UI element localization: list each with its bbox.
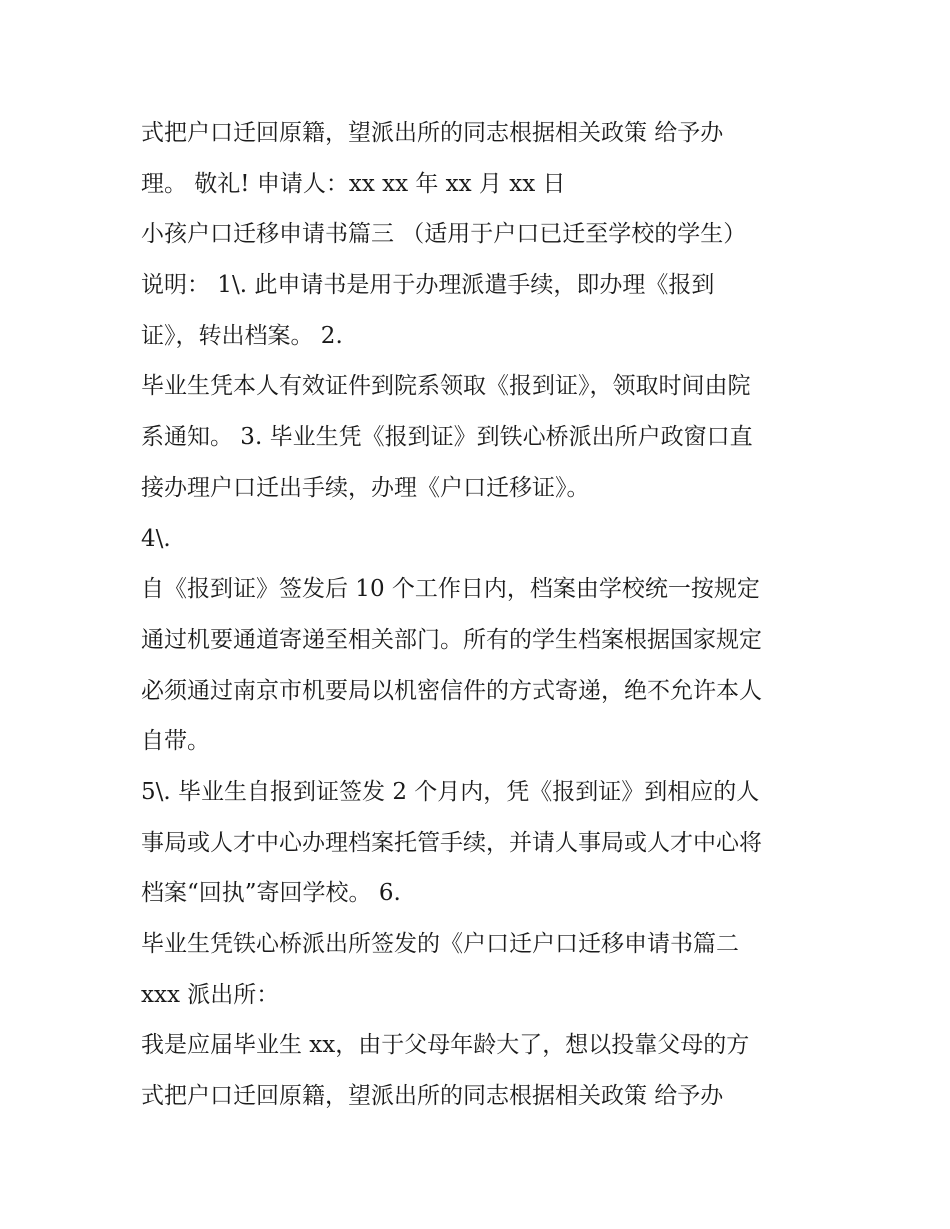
text-line: 说明： 1\. 此申请书是用于办理派遣手续，即办理《报到	[141, 272, 715, 299]
text-line: 系通知。 3. 毕业生凭《报到证》到铁心桥派出所户政窗口直	[141, 424, 753, 451]
text-line: 自《报到证》签发后 10 个工作日内，档案由学校统一按规定	[141, 576, 760, 603]
text-line: xxx 派出所：	[141, 981, 280, 1008]
text-line: 我是应届毕业生 xx，由于父母年龄大了，想以投靠父母的方	[141, 1032, 750, 1059]
text-line: 式把户口迁回原籍，望派出所的同志根据相关政策 给予办	[141, 120, 724, 146]
text-line: 毕业生凭铁心桥派出所签发的《户口迁户口迁移申请书篇二	[141, 931, 739, 957]
text-line: 毕业生凭本人有效证件到院系领取《报到证》，领取时间由院	[141, 373, 751, 400]
text-line: 小孩户口迁移申请书篇三 （适用于户口已迁至学校的学生）	[141, 221, 747, 248]
text-line: 接办理户口迁出手续，办理《户口迁移证》。	[141, 474, 590, 501]
text-line: 4\.	[141, 525, 171, 552]
text-line: 档案“回执”寄回学校。 6.	[141, 880, 401, 907]
text-line: 必须通过南京市机要局以机密信件的方式寄递，绝不允许本人	[141, 677, 762, 704]
text-line: 理。 敬礼! 申请人：xx xx 年 xx 月 xx 日	[141, 170, 566, 197]
text-line: 证》，转出档案。 2.	[141, 322, 343, 349]
body-text	[141, 108, 831, 1122]
text-line: 式把户口迁回原籍，望派出所的同志根据相关政策 给予办	[141, 1083, 724, 1110]
text-line: 5\. 毕业生自报到证签发 2 个月内，凭《报到证》到相应的人	[141, 778, 760, 805]
text-line: 事局或人才中心办理档案托管手续，并请人事局或人才中心将	[141, 829, 762, 856]
text-line: 自带。	[141, 728, 210, 755]
text-line: 通过机要通道寄递至相关部门。所有的学生档案根据国家规定	[141, 626, 762, 653]
